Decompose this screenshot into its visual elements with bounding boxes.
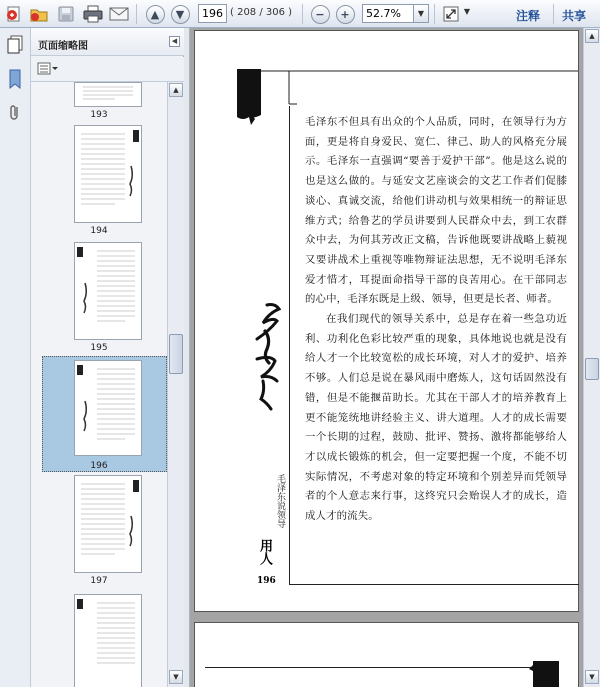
save-icon[interactable] — [55, 3, 77, 25]
fit-page-button[interactable] — [440, 3, 462, 25]
page-thumbnail[interactable] — [74, 475, 142, 573]
attachments-tab[interactable] — [4, 102, 26, 124]
minus-icon: − — [311, 5, 330, 24]
vertical-section-title: 用人 — [257, 539, 272, 565]
vertical-book-title: 毛泽东说领导 — [275, 474, 285, 528]
share-button[interactable]: 共享 — [562, 9, 587, 23]
arrow-up-icon: ▲ — [146, 5, 165, 24]
scroll-up-button[interactable]: ▲ — [585, 29, 599, 43]
page-thumbnails-tab[interactable] — [4, 34, 26, 56]
page-thumbnail-current[interactable] — [74, 360, 142, 456]
page-bottom-rule — [289, 584, 579, 585]
scrollbar-thumb[interactable] — [169, 334, 183, 374]
panel-title: 页面缩略图 — [38, 41, 88, 52]
paperclip-icon — [8, 103, 22, 123]
next-page-button[interactable] — [169, 3, 191, 25]
page-header-decoration — [525, 655, 565, 687]
pages-icon — [6, 35, 24, 55]
previous-page-button[interactable] — [144, 3, 166, 25]
toolbar-separator — [302, 4, 303, 24]
thumbnail-list[interactable] — [31, 82, 167, 687]
paragraph: 毛泽东不但具有出众的个人品质，同时，在领导行为方面，更是将自身爱民、宽仁、律己、助人的风格充分展示。毛泽东一直强调“要善于爱护干部”。他是这么说的也是这么做的。与延安文艺座谈会的文艺工作者们促膝谈心、真诚交流，给他们讲动机与效果相统一的辩证思维方式；给鲁艺的学员讲要到人民群众中去，到工农群众中去，为何其芳改正文稿，告诉他既要讲战略上藐视又要讲战术上重视等唯物辩证法思想，无不说明毛泽东爱才惜才，耳提面命指导干部的良苦用心。在干部同志的心中，毛泽东既是上级、领导，但更是长者、师者。 — [305, 116, 567, 306]
page-top-rule — [205, 667, 550, 668]
thumbnail-label: 196 — [90, 461, 108, 471]
page-thumbnail[interactable] — [74, 594, 142, 687]
zoom-in-button[interactable] — [334, 3, 356, 25]
paragraph: 在我们现代的领导关系中，总是存在着一些急功近利、功利化色彩比较严重的现象，具体地说也就是没有给人才一个比较宽松的成长环境，对人才的爱护、培养不够。人们总是说在暴风雨中磨炼人，这句话固然没有错，但是不能揠苗助长。尤其在干部人才的培养教育上更不能笼统地讲经验主义、讲大道理。人才的成长需要一个长期的过程，鼓励、批评、赞扬、激将都能够给人才以成长锻炼的机会，但一定要把握一个度，不能不切实际情况，不考虑对象的特定环境和个别差异而凭领导者的个人意志来行事，这终究只会贻误人才的成长，造成人才的流失。 — [305, 313, 567, 523]
next-document-page — [194, 622, 579, 687]
panel-header — [31, 28, 184, 56]
annotate-button[interactable]: 注释 — [516, 9, 541, 23]
navigation-icon-strip — [0, 28, 31, 687]
bookmarks-tab[interactable] — [4, 68, 26, 90]
page-thumbnail[interactable] — [74, 125, 142, 223]
print-icon[interactable] — [82, 3, 104, 25]
options-menu-icon — [37, 62, 59, 76]
document-view[interactable] — [190, 28, 583, 687]
resize-icon — [442, 5, 460, 23]
page-number: 196 — [257, 576, 276, 586]
open-folder-icon[interactable] — [28, 3, 50, 25]
arrow-down-icon: ▼ — [171, 5, 190, 24]
thumbnail-label: 193 — [90, 110, 108, 120]
scroll-down-button[interactable]: ▼ — [585, 670, 599, 684]
document-scrollbar[interactable] — [583, 28, 600, 687]
thumbnail-label: 194 — [90, 226, 108, 236]
scroll-down-button[interactable]: ▼ — [169, 670, 183, 684]
page-body-text — [305, 113, 567, 527]
collapse-panel-button[interactable]: ◀ — [169, 36, 180, 47]
thumbnail-scrollbar[interactable] — [167, 82, 184, 687]
page-thumbnail[interactable] — [74, 82, 142, 107]
bookmark-icon — [8, 69, 22, 89]
zoom-dropdown-button[interactable]: ▼ — [414, 4, 429, 23]
toolbar-separator — [434, 4, 435, 24]
panel-options-bar — [31, 57, 184, 82]
plus-icon: + — [336, 5, 355, 24]
thumbnail-options-button[interactable] — [37, 62, 59, 77]
toolbar — [0, 0, 600, 28]
thumbnail-label: 197 — [90, 576, 108, 586]
zoom-level-input[interactable]: 52.7% — [362, 4, 414, 23]
email-icon[interactable] — [108, 3, 130, 25]
page-margin-rule — [289, 106, 290, 584]
fit-dropdown-button[interactable]: ▼ — [463, 7, 471, 16]
page-thumbnail[interactable] — [74, 242, 142, 340]
page-count: ( 208 / 306 ) — [230, 7, 293, 18]
create-pdf-icon[interactable] — [3, 3, 25, 25]
toolbar-separator — [136, 4, 137, 24]
document-page — [194, 30, 579, 612]
zoom-out-button[interactable] — [309, 3, 331, 25]
page-number-input[interactable]: 196 — [198, 4, 227, 23]
toolbar-separator — [553, 4, 554, 24]
thumbnail-label: 195 — [90, 343, 108, 353]
calligraphy-signature — [245, 301, 285, 411]
scrollbar-thumb[interactable] — [585, 358, 599, 380]
scroll-up-button[interactable]: ▲ — [169, 83, 183, 97]
